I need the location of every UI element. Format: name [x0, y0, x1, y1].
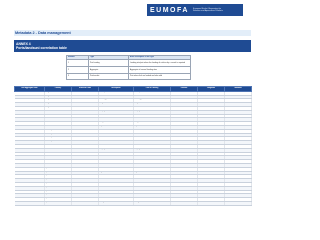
table-cell-code: BE [15, 91, 45, 95]
table-cell-latitude: 43.6667 [171, 175, 198, 179]
table-cell-latitude: 37.9333 [171, 160, 198, 164]
table-cell-eumofa-code: EL01 [72, 160, 99, 164]
table-cell-longitude: 8.6000 [198, 114, 225, 118]
table-cell-code: DE [15, 137, 45, 141]
legend-description: Port where fish are landed and also sold [129, 73, 191, 80]
table-cell-longitude: -2.4167 [198, 182, 225, 186]
table-cell-standard: Port [225, 152, 252, 156]
table-cell-description: Ondarroa [99, 182, 134, 186]
table-cell-longitude: -2.4667 [198, 198, 225, 202]
legend-header-number: Number [67, 56, 89, 60]
table-cell-standard: Port [225, 114, 252, 118]
legend-row [67, 66, 191, 73]
table-cell-longitude: 10.5833 [198, 122, 225, 126]
annex-subtitle: Ports/landsuni correlation table [16, 46, 67, 51]
table-cell-standard: Port [225, 95, 252, 99]
table-cell-eumofa-code: ES09 [72, 198, 99, 202]
eumofa-logo [147, 4, 243, 16]
table-cell-latitude: 51.6500 [171, 152, 198, 156]
table-cell-description: Celeiro [99, 179, 134, 183]
table-cell-eumofa-code: DK04 [72, 122, 99, 126]
table-cell-code: EL [15, 163, 45, 167]
legend-number: 2 [67, 66, 89, 73]
table-cell-standard: Port [225, 110, 252, 114]
table-cell-description: Hanstholm [99, 114, 134, 118]
table-cell-eumofa-code: BG01 [72, 103, 99, 107]
table-cell-standard: Port [225, 148, 252, 152]
table-cell-port-of-landing: Vigo [134, 171, 171, 175]
logo-tagline [193, 8, 223, 13]
table-cell-eumofa-code: DK05 [72, 125, 99, 129]
table-cell-eumofa-code: DE04 [72, 141, 99, 145]
table-cell-port-of-landing: Cuxhaven [134, 133, 171, 137]
table-cell-description: Esbjerg [99, 110, 134, 114]
table-cell-standard: Port [225, 194, 252, 198]
table-cell-country: Ireland [45, 156, 72, 160]
legend-type: Port landing [89, 60, 129, 67]
table-cell-latitude: 57.7167 [171, 122, 198, 126]
table-cell-longitude: 27.4833 [198, 103, 225, 107]
table-cell-country: Spain [45, 167, 72, 171]
column-header-standard: Standard [225, 87, 252, 92]
table-cell-code: BE [15, 95, 45, 99]
table-cell-longitude: 8.5833 [198, 129, 225, 133]
table-cell-code: ES [15, 175, 45, 179]
legend-description: Landing site/port where the landing of catches by a vessel is reported [129, 60, 191, 67]
table-cell-port-of-landing: Cádiz [134, 194, 171, 198]
table-cell-eumofa-code: ES05 [72, 182, 99, 186]
table-cell-description: A Coruña [99, 167, 134, 171]
table-cell-code: IE [15, 152, 45, 156]
table-cell-code: ES [15, 190, 45, 194]
table-cell-code: IE [15, 156, 45, 160]
table-cell-eumofa-code: ES01 [72, 167, 99, 171]
annex-header [14, 40, 251, 52]
table-cell-description: Almería [99, 198, 134, 202]
table-cell-standard: Port [225, 133, 252, 137]
table-cell-latitude: 43.6833 [171, 179, 198, 183]
table-cell-standard: Port [225, 129, 252, 133]
table-cell-description: Vigo [99, 171, 134, 175]
table-cell-eumofa-code: DK03 [72, 118, 99, 122]
table-cell-port-of-landing: Hirtshals [134, 118, 171, 122]
table-cell-code: DK [15, 118, 45, 122]
table-cell-latitude: 42.4833 [171, 103, 198, 107]
table-cell-description: Burela [99, 175, 134, 179]
table-cell-port-of-landing: A Coruña [134, 167, 171, 171]
table-cell-port-of-landing: Santander [134, 190, 171, 194]
table-cell-description: Nieuwpoort [99, 91, 134, 95]
table-cell-port-of-landing: Hanstholm [134, 114, 171, 118]
table-cell-eumofa-code: ES04 [72, 179, 99, 183]
table-cell-country: Denmark [45, 118, 72, 122]
table-cell-code: ES [15, 186, 45, 190]
table-cell-description: Hirtshals [99, 118, 134, 122]
table-cell-port-of-landing: Pasaia [134, 186, 171, 190]
table-cell-code: EE [15, 144, 45, 148]
column-header-latitude: Latitude [171, 87, 198, 92]
table-cell-latitude: 36.5333 [171, 194, 198, 198]
table-cell-description: Rossaveal [99, 156, 134, 160]
table-cell-longitude: -6.3000 [198, 194, 225, 198]
table-cell-latitude: 36.8333 [171, 198, 198, 202]
table-cell-eumofa-code: BG02 [72, 106, 99, 110]
table-cell-country: Spain [45, 175, 72, 179]
table-cell-description: Killybegs [99, 148, 134, 152]
table-cell-country: Bulgaria [45, 106, 72, 110]
table-cell-code: ES [15, 194, 45, 198]
table-cell-country: Spain [45, 190, 72, 194]
column-header-longitude: Longitude [198, 87, 225, 92]
table-cell-country: Germany [45, 141, 72, 145]
column-header-port-of-landing: Port of Landing [134, 87, 171, 92]
table-cell-country: Spain [45, 186, 72, 190]
table-cell-country: Spain [45, 198, 72, 202]
table-cell-port-of-landing: Killybegs [134, 148, 171, 152]
table-cell-latitude: 57.1167 [171, 114, 198, 118]
table-cell-port-of-landing: Burela [134, 175, 171, 179]
table-cell-latitude: 57.5833 [171, 118, 198, 122]
table-cell-eumofa-code: DE01 [72, 129, 99, 133]
table-cell-port-of-landing: Ondarroa [134, 182, 171, 186]
table-cell-country: Germany [45, 129, 72, 133]
table-cell-standard: Port [225, 156, 252, 160]
table-cell-latitude: 51.1333 [171, 91, 198, 95]
table-cell-country: Bulgaria [45, 103, 72, 107]
table-cell-port-of-landing: Thyborøn [134, 125, 171, 129]
table-cell-eumofa-code: ES10 [72, 201, 99, 205]
table-cell-country: Greece [45, 163, 72, 167]
column-header-eumofa-code: EUMOFA Code [72, 87, 99, 92]
table-cell-port-of-landing: Oostende [134, 95, 171, 99]
column-header-country: Country [45, 87, 72, 92]
table-cell-code: IE [15, 148, 45, 152]
table-cell-code: DK [15, 122, 45, 126]
table-cell-longitude: 1.2500 [198, 201, 225, 205]
table-cell-eumofa-code: BE03 [72, 99, 99, 103]
table-cell-longitude: -9.5500 [198, 156, 225, 160]
document-title: Metadata 2 - Data management [15, 31, 71, 35]
table-cell-standard: Port [225, 144, 252, 148]
table-body [15, 91, 252, 205]
table-cell-description: Cuxhaven [99, 133, 134, 137]
table-cell-country: Estonia [45, 144, 72, 148]
table-cell-code: DE [15, 141, 45, 145]
table-cell-code: ES [15, 167, 45, 171]
table-cell-port-of-landing: Rostock [134, 141, 171, 145]
table-cell-country: Germany [45, 137, 72, 141]
table-cell-country: Belgium [45, 91, 72, 95]
table-cell-eumofa-code: BE02 [72, 95, 99, 99]
table-cell-country: Denmark [45, 125, 72, 129]
table-cell-latitude: 53.5500 [171, 129, 198, 133]
table-cell-standard: Port [225, 122, 252, 126]
table-cell-longitude: 3.2000 [198, 99, 225, 103]
table-cell-longitude: 22.9333 [198, 163, 225, 167]
table-cell-port-of-landing: Paldiski [134, 144, 171, 148]
table-cell-standard: Port [225, 141, 252, 145]
column-header-code: MS/ Aggregate code [15, 87, 45, 92]
table-cell-standard: Port [225, 91, 252, 95]
table-cell-port-of-landing: Piraeus [134, 160, 171, 164]
table-cell-description: Castletownbere [99, 152, 134, 156]
table-cell-latitude: 53.8667 [171, 133, 198, 137]
table-cell-code: DE [15, 129, 45, 133]
table-cell-code: ES [15, 171, 45, 175]
table-cell-longitude: -8.3833 [198, 167, 225, 171]
table-cell-longitude: 9.9667 [198, 118, 225, 122]
table-cell-latitude: 43.3667 [171, 167, 198, 171]
table-cell-latitude: 42.2333 [171, 171, 198, 175]
table-cell-description: Bremerhaven [99, 129, 134, 133]
table-cell-eumofa-code: IE03 [72, 156, 99, 160]
legend-row [67, 60, 191, 67]
table-cell-eumofa-code: BE01 [72, 91, 99, 95]
table-cell-standard: Port [225, 118, 252, 122]
table-cell-description: Burgas [99, 103, 134, 107]
table-cell-description: Varna [99, 106, 134, 110]
table-cell-country: Ireland [45, 152, 72, 156]
table-cell-eumofa-code: ES06 [72, 186, 99, 190]
table-cell-eumofa-code: ES08 [72, 194, 99, 198]
table-cell-code: DE [15, 133, 45, 137]
table-cell-standard: Port [225, 201, 252, 205]
table-cell-description: Thyborøn [99, 125, 134, 129]
table-cell-description: Oostende [99, 95, 134, 99]
table-cell-country: Greece [45, 160, 72, 164]
table-cell-latitude: 51.2333 [171, 95, 198, 99]
table-cell-port-of-landing: Castletownbere [134, 152, 171, 156]
table-cell-longitude: 2.7500 [198, 91, 225, 95]
legend-number: 3 [67, 73, 89, 80]
table-cell-port-of-landing: Sassnitz [134, 137, 171, 141]
table-cell-description: Skagen [99, 122, 134, 126]
table-cell-country: Ireland [45, 148, 72, 152]
table-cell-longitude: 27.9167 [198, 106, 225, 110]
table-cell-country: Spain [45, 182, 72, 186]
table-cell-standard: Port [225, 171, 252, 175]
table-cell-longitude: -9.9000 [198, 152, 225, 156]
table-cell-eumofa-code: EL02 [72, 163, 99, 167]
legend-header-description: Brief description of the type [129, 56, 191, 60]
table-cell-code: BG [15, 103, 45, 107]
legend-description: Aggregate of several landing sites [129, 66, 191, 73]
table-cell-description: Tarragona [99, 201, 134, 205]
table-cell-longitude: 8.4500 [198, 110, 225, 114]
column-header-description: Description [99, 87, 134, 92]
table-cell-code: DK [15, 110, 45, 114]
table-cell-latitude: 55.4667 [171, 110, 198, 114]
logo-wordmark: EUMOFA [150, 6, 189, 14]
table-cell-country: Spain [45, 194, 72, 198]
table-cell-standard: Port [225, 190, 252, 194]
table-cell-eumofa-code: DE03 [72, 137, 99, 141]
table-cell-standard: Port [225, 179, 252, 183]
table-cell-latitude: 54.6333 [171, 148, 198, 152]
table-cell-port-of-landing: Thessaloniki [134, 163, 171, 167]
table-cell-description: Pasaia [99, 186, 134, 190]
table-row [15, 201, 252, 205]
table-cell-standard: Port [225, 160, 252, 164]
table-cell-standard: Port [225, 99, 252, 103]
table-cell-country: Belgium [45, 99, 72, 103]
table-cell-description: Zeebrugge [99, 99, 134, 103]
legend-number: 1 [67, 60, 89, 67]
table-cell-description: Rostock [99, 141, 134, 145]
table-cell-latitude: 51.3333 [171, 99, 198, 103]
annex-number: ANNEX 4 [16, 41, 31, 46]
table-cell-standard: Port [225, 167, 252, 171]
table-cell-eumofa-code: DE02 [72, 133, 99, 137]
table-cell-country: Belgium [45, 95, 72, 99]
type-legend-table [66, 55, 191, 80]
table-cell-standard: Port [225, 103, 252, 107]
table-cell-standard: Port [225, 163, 252, 167]
table-cell-latitude: 43.4667 [171, 190, 198, 194]
table-cell-port-of-landing: Esbjerg [134, 110, 171, 114]
table-cell-eumofa-code: IE01 [72, 148, 99, 152]
table-cell-longitude: 23.6333 [198, 160, 225, 164]
table-cell-eumofa-code: IE02 [72, 152, 99, 156]
table-cell-longitude: 8.2167 [198, 125, 225, 129]
table-cell-country: Spain [45, 179, 72, 183]
table-cell-description: Paldiski [99, 144, 134, 148]
table-cell-code: ES [15, 201, 45, 205]
table-cell-latitude: 43.2000 [171, 106, 198, 110]
table-cell-eumofa-code: ES02 [72, 171, 99, 175]
table-cell-standard: Port [225, 186, 252, 190]
table-cell-longitude: -8.4500 [198, 148, 225, 152]
table-cell-standard: Port [225, 137, 252, 141]
table-cell-port-of-landing: Nieuwpoort [134, 91, 171, 95]
table-cell-country: Denmark [45, 114, 72, 118]
logo-tagline-line-1: European Market Observatory for [192, 7, 222, 10]
table-cell-longitude: -8.7167 [198, 171, 225, 175]
table-cell-longitude: -3.8000 [198, 190, 225, 194]
table-cell-longitude: 13.6333 [198, 137, 225, 141]
table-cell-port-of-landing: Burgas [134, 103, 171, 107]
table-cell-code: BE [15, 99, 45, 103]
table-cell-country: Germany [45, 133, 72, 137]
table-cell-port-of-landing: Tarragona [134, 201, 171, 205]
table-cell-latitude: 40.6333 [171, 163, 198, 167]
table-cell-country: Denmark [45, 122, 72, 126]
table-cell-code: DK [15, 114, 45, 118]
legend-row [67, 73, 191, 80]
ports-correlation-table [14, 86, 252, 206]
table-cell-port-of-landing: Rossaveal [134, 156, 171, 160]
table-cell-description: Thessaloniki [99, 163, 134, 167]
table-cell-port-of-landing: Celeiro [134, 179, 171, 183]
table-cell-latitude: 43.3167 [171, 182, 198, 186]
table-cell-latitude: 43.3167 [171, 186, 198, 190]
table-cell-country: Denmark [45, 110, 72, 114]
legend-header-type: Type [89, 56, 129, 60]
table-cell-longitude: -7.3500 [198, 175, 225, 179]
table-cell-eumofa-code: DK02 [72, 114, 99, 118]
table-cell-code: ES [15, 198, 45, 202]
table-cell-longitude: 2.9167 [198, 95, 225, 99]
table-cell-code: EL [15, 160, 45, 164]
table-cell-standard: Port [225, 182, 252, 186]
table-cell-standard: Port [225, 106, 252, 110]
table-cell-description: Sassnitz [99, 137, 134, 141]
table-cell-eumofa-code: ES03 [72, 175, 99, 179]
table-cell-longitude: -7.6000 [198, 179, 225, 183]
table-cell-standard: Port [225, 198, 252, 202]
table-cell-latitude: 59.3500 [171, 144, 198, 148]
table-cell-port-of-landing: Almería [134, 198, 171, 202]
table-cell-code: ES [15, 182, 45, 186]
table-cell-standard: Port [225, 175, 252, 179]
table-cell-country: Spain [45, 171, 72, 175]
table-cell-port-of-landing: Skagen [134, 122, 171, 126]
table-cell-port-of-landing: Varna [134, 106, 171, 110]
table-cell-port-of-landing: Zeebrugge [134, 99, 171, 103]
table-cell-standard: Port [225, 125, 252, 129]
table-cell-description: Santander [99, 190, 134, 194]
table-cell-eumofa-code: DK01 [72, 110, 99, 114]
document-title-bar [14, 30, 251, 36]
table-cell-longitude: 8.7000 [198, 133, 225, 137]
table-cell-port-of-landing: Bremerhaven [134, 129, 171, 133]
logo-tagline-line-2: Fisheries and Aquaculture Products [192, 10, 223, 12]
table-cell-eumofa-code: ES07 [72, 190, 99, 194]
legend-type: Port/market [89, 73, 129, 80]
legend-type: Aggregate [89, 66, 129, 73]
table-cell-code: DK [15, 125, 45, 129]
table-cell-longitude: 12.1333 [198, 141, 225, 145]
table-cell-description: Cádiz [99, 194, 134, 198]
table-cell-latitude: 56.7000 [171, 125, 198, 129]
table-cell-country: Spain [45, 201, 72, 205]
table-cell-longitude: -1.9167 [198, 186, 225, 190]
table-cell-code: BG [15, 106, 45, 110]
table-cell-eumofa-code: EE01 [72, 144, 99, 148]
table-cell-latitude: 53.2667 [171, 156, 198, 160]
table-cell-longitude: 24.0500 [198, 144, 225, 148]
table-cell-latitude: 41.1167 [171, 201, 198, 205]
table-cell-latitude: 54.0833 [171, 141, 198, 145]
table-cell-description: Piraeus [99, 160, 134, 164]
table-cell-code: ES [15, 179, 45, 183]
table-cell-latitude: 54.5167 [171, 137, 198, 141]
